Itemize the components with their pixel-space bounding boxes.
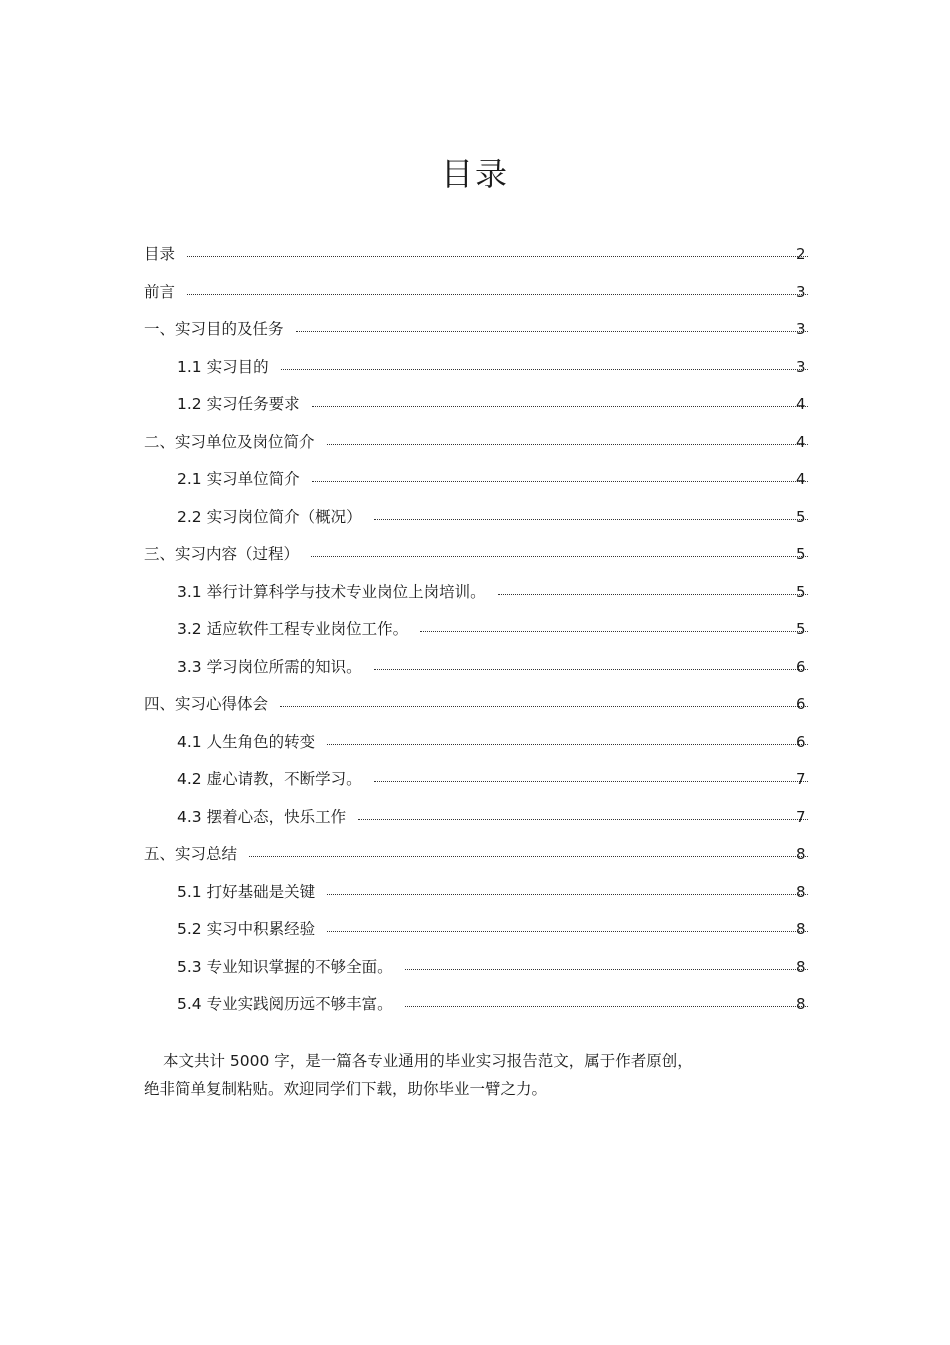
toc-dot-leader (327, 744, 808, 745)
note-line-2: 绝非简单复制粘贴。欢迎同学们下载，助你毕业一臂之力。 (144, 1080, 548, 1098)
toc-entry[interactable] (144, 693, 818, 715)
toc-dot-leader (312, 481, 808, 482)
toc-entry-page: 8 (796, 920, 806, 938)
toc-dot-leader (296, 331, 808, 332)
toc-entry[interactable] (144, 318, 818, 340)
toc-entry-page: 6 (796, 732, 806, 751)
toc-dot-leader (249, 856, 808, 857)
toc-entry[interactable] (177, 918, 818, 940)
toc-entry-page: 7 (796, 807, 806, 826)
toc-dot-leader (312, 406, 808, 407)
toc-dot-leader (358, 819, 808, 820)
toc-entry-label: 4.1 人生角色的转变 (177, 732, 316, 751)
toc-entry[interactable] (177, 881, 818, 903)
toc-entry-page: 8 (796, 845, 806, 863)
toc-dot-leader (281, 369, 808, 370)
toc-entry[interactable] (177, 393, 818, 415)
toc-entry-label: 3.1 举行计算科学与技术专业岗位上岗培训。 (177, 582, 486, 601)
toc-entry-page: 5 (796, 507, 806, 526)
toc-entry-label: 5.2 实习中积累经验 (177, 920, 316, 938)
toc-entry[interactable] (177, 506, 818, 528)
toc-entry-label: 5.4 专业实践阅历远不够丰富。 (177, 995, 393, 1013)
toc-dot-leader (280, 706, 808, 707)
toc-entry-label: 目录 (144, 245, 176, 263)
toc-entry-label: 四、实习心得体会 (144, 695, 269, 713)
toc-entry-page: 3 (796, 320, 806, 338)
toc-entry-page: 2 (796, 245, 806, 263)
toc-entry-label: 5.1 打好基础是关键 (177, 882, 316, 901)
toc-entry-page: 5 (796, 582, 806, 601)
toc-entry-page: 8 (796, 995, 806, 1013)
toc-entry[interactable] (177, 618, 818, 640)
toc-entry-label: 4.3 摆着心态，快乐工作 (177, 807, 347, 826)
toc-entry[interactable] (144, 431, 818, 453)
toc-entry-label: 2.1 实习单位简介 (177, 470, 300, 488)
toc-dot-leader (187, 294, 808, 295)
toc-entry-page: 4 (796, 432, 806, 451)
page-title: 目录 (440, 155, 509, 194)
toc-dot-leader (327, 444, 808, 445)
toc-dot-leader (374, 781, 808, 782)
toc-entry-label: 2.2 实习岗位简介（概况） (177, 507, 362, 526)
toc-entry-label: 一、实习目的及任务 (144, 320, 284, 338)
toc-entry-page: 4 (796, 470, 806, 488)
toc-entry[interactable] (177, 731, 818, 753)
toc-entry[interactable] (177, 656, 818, 678)
toc-entry-label: 4.2 虚心请教，不断学习。 (177, 770, 362, 788)
toc-entry-label: 前言 (144, 282, 176, 301)
toc-entry-label: 1.1 实习目的 (177, 357, 269, 376)
toc-dot-leader (420, 631, 808, 632)
toc-entry-page: 8 (796, 882, 806, 901)
toc-dot-leader (405, 969, 808, 970)
toc-entry[interactable] (177, 581, 818, 603)
toc-entry[interactable] (177, 356, 818, 378)
toc-dot-leader (498, 594, 808, 595)
toc-dot-leader (374, 669, 808, 670)
toc-entry-page: 3 (796, 357, 806, 376)
toc-dot-leader (187, 256, 808, 257)
toc-dot-leader (311, 556, 808, 557)
toc-entry-page: 5 (796, 620, 806, 638)
toc-entry-label: 二、实习单位及岗位简介 (144, 432, 315, 451)
toc-entry-label: 3.2 适应软件工程专业岗位工作。 (177, 620, 409, 638)
toc-entry-page: 6 (796, 657, 806, 676)
toc-dot-leader (327, 931, 808, 932)
document-note (144, 1047, 824, 1103)
toc-entry-page: 5 (796, 545, 806, 563)
toc-entry[interactable] (144, 843, 818, 865)
toc-dot-leader (327, 894, 808, 895)
toc-entry[interactable] (144, 281, 818, 303)
toc-dot-leader (374, 519, 808, 520)
toc-entry-label: 5.3 专业知识掌握的不够全面。 (177, 957, 393, 976)
toc-entry-page: 4 (796, 395, 806, 413)
toc-entry-label: 3.3 学习岗位所需的知识。 (177, 657, 362, 676)
toc-entry-label: 三、实习内容（过程） (144, 545, 300, 563)
toc-entry[interactable] (177, 806, 818, 828)
toc-entry[interactable] (144, 243, 818, 265)
toc-entry[interactable] (177, 468, 818, 490)
toc-entry[interactable] (177, 993, 818, 1015)
toc-entry-label: 五、实习总结 (144, 845, 238, 863)
toc-dot-leader (405, 1006, 808, 1007)
toc-entry-page: 8 (796, 957, 806, 976)
toc-entry-page: 7 (796, 770, 806, 788)
note-line-1: 本文共计 5000 字，是一篇各专业通用的毕业实习报告范文，属于作者原创， (163, 1052, 693, 1070)
toc-entry-label: 1.2 实习任务要求 (177, 395, 300, 413)
toc-entry-page: 3 (796, 282, 806, 301)
toc-entry-page: 6 (796, 695, 806, 713)
toc-entry[interactable] (177, 768, 818, 790)
toc-entry[interactable] (144, 543, 818, 565)
toc-entry[interactable] (177, 956, 818, 978)
